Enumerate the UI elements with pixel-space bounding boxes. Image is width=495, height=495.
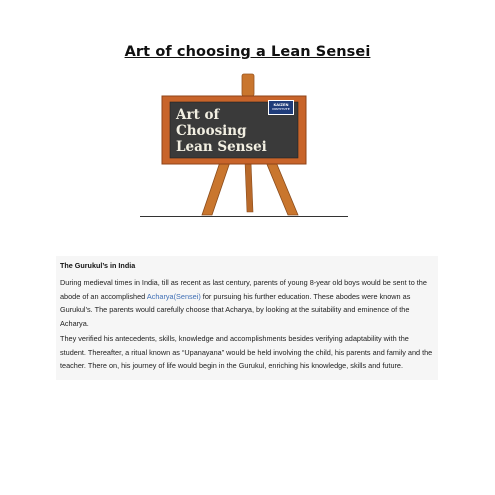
board-line-3: Lean Sensei <box>176 139 267 155</box>
easel-left-leg <box>202 162 230 215</box>
easel-right-leg <box>266 162 298 215</box>
kaizen-logo-badge <box>268 100 294 115</box>
easel-top <box>242 74 254 96</box>
paragraph-2: They verified his antecedents, skills, knowledge and accomplishments besides verifying adaptability with the student. Thereafter, a ritual known as “Upanayana” would be held involving the child, his parents and family and the teacher. There on, his journey of life would begin in the Gurukul, enriching his knowledge, skills and future. <box>60 334 433 370</box>
easel-back-leg <box>245 162 253 212</box>
horizontal-rule <box>140 216 348 217</box>
document-title: Art of choosing a Lean Sensei <box>124 44 371 60</box>
section-heading: The Gurukul’s in India <box>60 261 136 270</box>
acharya-link[interactable]: Acharya(Sensei) <box>146 291 201 301</box>
paragraph-1 <box>60 276 434 330</box>
paragraph-1-text-end: for pursuing his further education. These abodes were known as Gurukul’s. The parents would carefully choose that Acharya, by looking at the suitability and eminence of the Acharya. <box>60 291 411 328</box>
board-line-2: Choosing <box>176 123 247 139</box>
content-section <box>56 256 438 380</box>
badge-line-2: INSTITUTE <box>272 107 290 111</box>
paragraph-1-text-start: During medieval times in India, till as recent as last century, parents of young 8-year old boys would be sent to the abode of an accomplished <box>60 278 427 301</box>
board-line-1: Art of <box>176 107 220 123</box>
badge-line-1: KAIZEN <box>273 103 289 107</box>
